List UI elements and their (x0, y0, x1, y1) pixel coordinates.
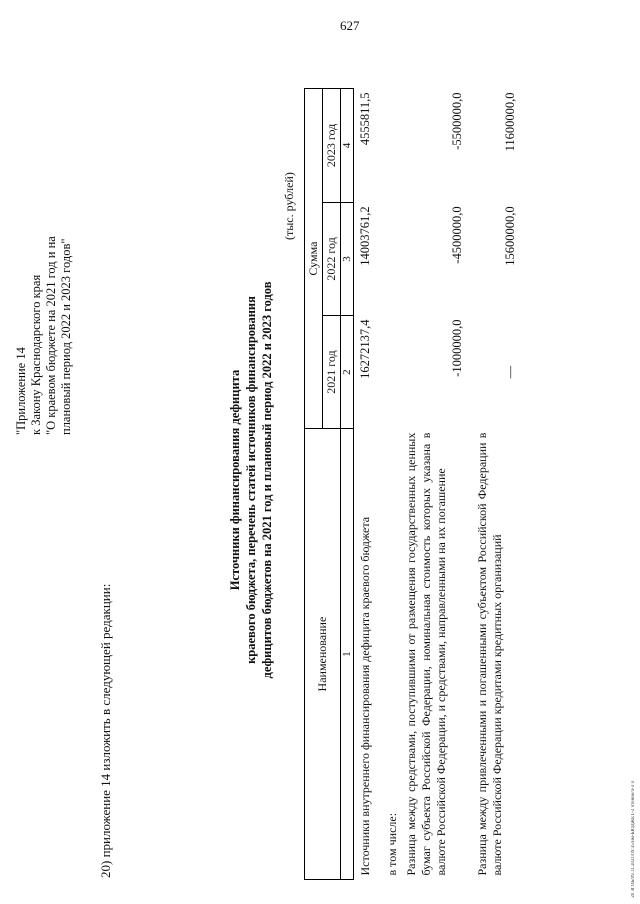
column-number: 3 (341, 202, 354, 315)
table-row (354, 89, 374, 880)
title-line-3: дефицитов бюджетов на 2021 год и плановый период 2022 и 2023 годов (260, 281, 274, 679)
table-column-numbers-row (341, 89, 354, 880)
table-row (373, 89, 400, 880)
row-name: Разница между средствами, поступившими от размещения государственных ценных бумаг субъекта Российской Федерации, номинальная стоимость которых указана в валюте Российской Федерации, и средствами, направленными на их погашение (404, 432, 448, 876)
rotated-page-content (12, 30, 622, 890)
title-line-1: Источники финансирования дефицита (228, 369, 242, 591)
row-value-2023: -5500000,0 (450, 92, 464, 150)
appendix-line-1: "Приложение 14 (14, 347, 28, 435)
appendix-header (14, 15, 74, 435)
header-name: Наименование (305, 429, 341, 880)
row-name: в том числе: (385, 812, 399, 876)
document-title (227, 90, 275, 870)
column-number: 2 (341, 316, 354, 429)
row-value-2021 (373, 316, 400, 429)
row-value-2021: — (503, 365, 517, 379)
row-value-2022: 15600000,0 (503, 206, 517, 266)
page-number: 627 (340, 18, 360, 33)
column-number: 1 (341, 429, 354, 880)
row-value-2023: 4555811,5 (358, 92, 372, 146)
appendix-line-4: плановый период 2022 и 2023 годов" (59, 238, 73, 435)
header-year-2023: 2023 год (323, 89, 341, 203)
row-name: Разница между привлеченными и погашенными субъектом Российской Федерации в валюте Российской Федерации кредитами кредитных организаций (475, 432, 504, 876)
appendix-line-3: "О краевом бюджете на 2021 год и на (44, 236, 58, 435)
header-sum: Сумма (305, 89, 323, 429)
units-label: (тыс. рублей) (282, 172, 296, 240)
footer-code: 20 ЗГОБ/09.11.2021/09:35/нм-БЮДЖЕТ-2 чтение/ч-3 ч (631, 781, 636, 898)
row-value-2022: -4500000,0 (450, 206, 464, 264)
row-value-2021: -1000000,0 (450, 319, 464, 377)
table-header-row (305, 89, 323, 880)
intro-text: 20) приложение 14 изложить в следующей редакции: (98, 583, 113, 878)
table-row (465, 89, 518, 880)
table-row (400, 89, 465, 880)
header-year-2022: 2022 год (323, 202, 341, 315)
financing-sources-table (304, 88, 518, 880)
row-value-2021: 16272137,4 (358, 319, 372, 379)
row-value-2022 (373, 202, 400, 315)
title-line-2: краевого бюджета, перечень статей источников финансирования (244, 296, 258, 664)
column-number: 4 (341, 89, 354, 203)
header-year-2021: 2021 год (323, 316, 341, 429)
row-value-2023 (373, 89, 400, 203)
row-value-2023: 11600000,0 (503, 92, 517, 152)
appendix-line-2: к Закону Краснодарского края (29, 274, 43, 435)
row-value-2022: 14003761,2 (358, 206, 372, 266)
row-name: Источники внутреннего финансирования дефицита краевого бюджета (358, 516, 372, 876)
